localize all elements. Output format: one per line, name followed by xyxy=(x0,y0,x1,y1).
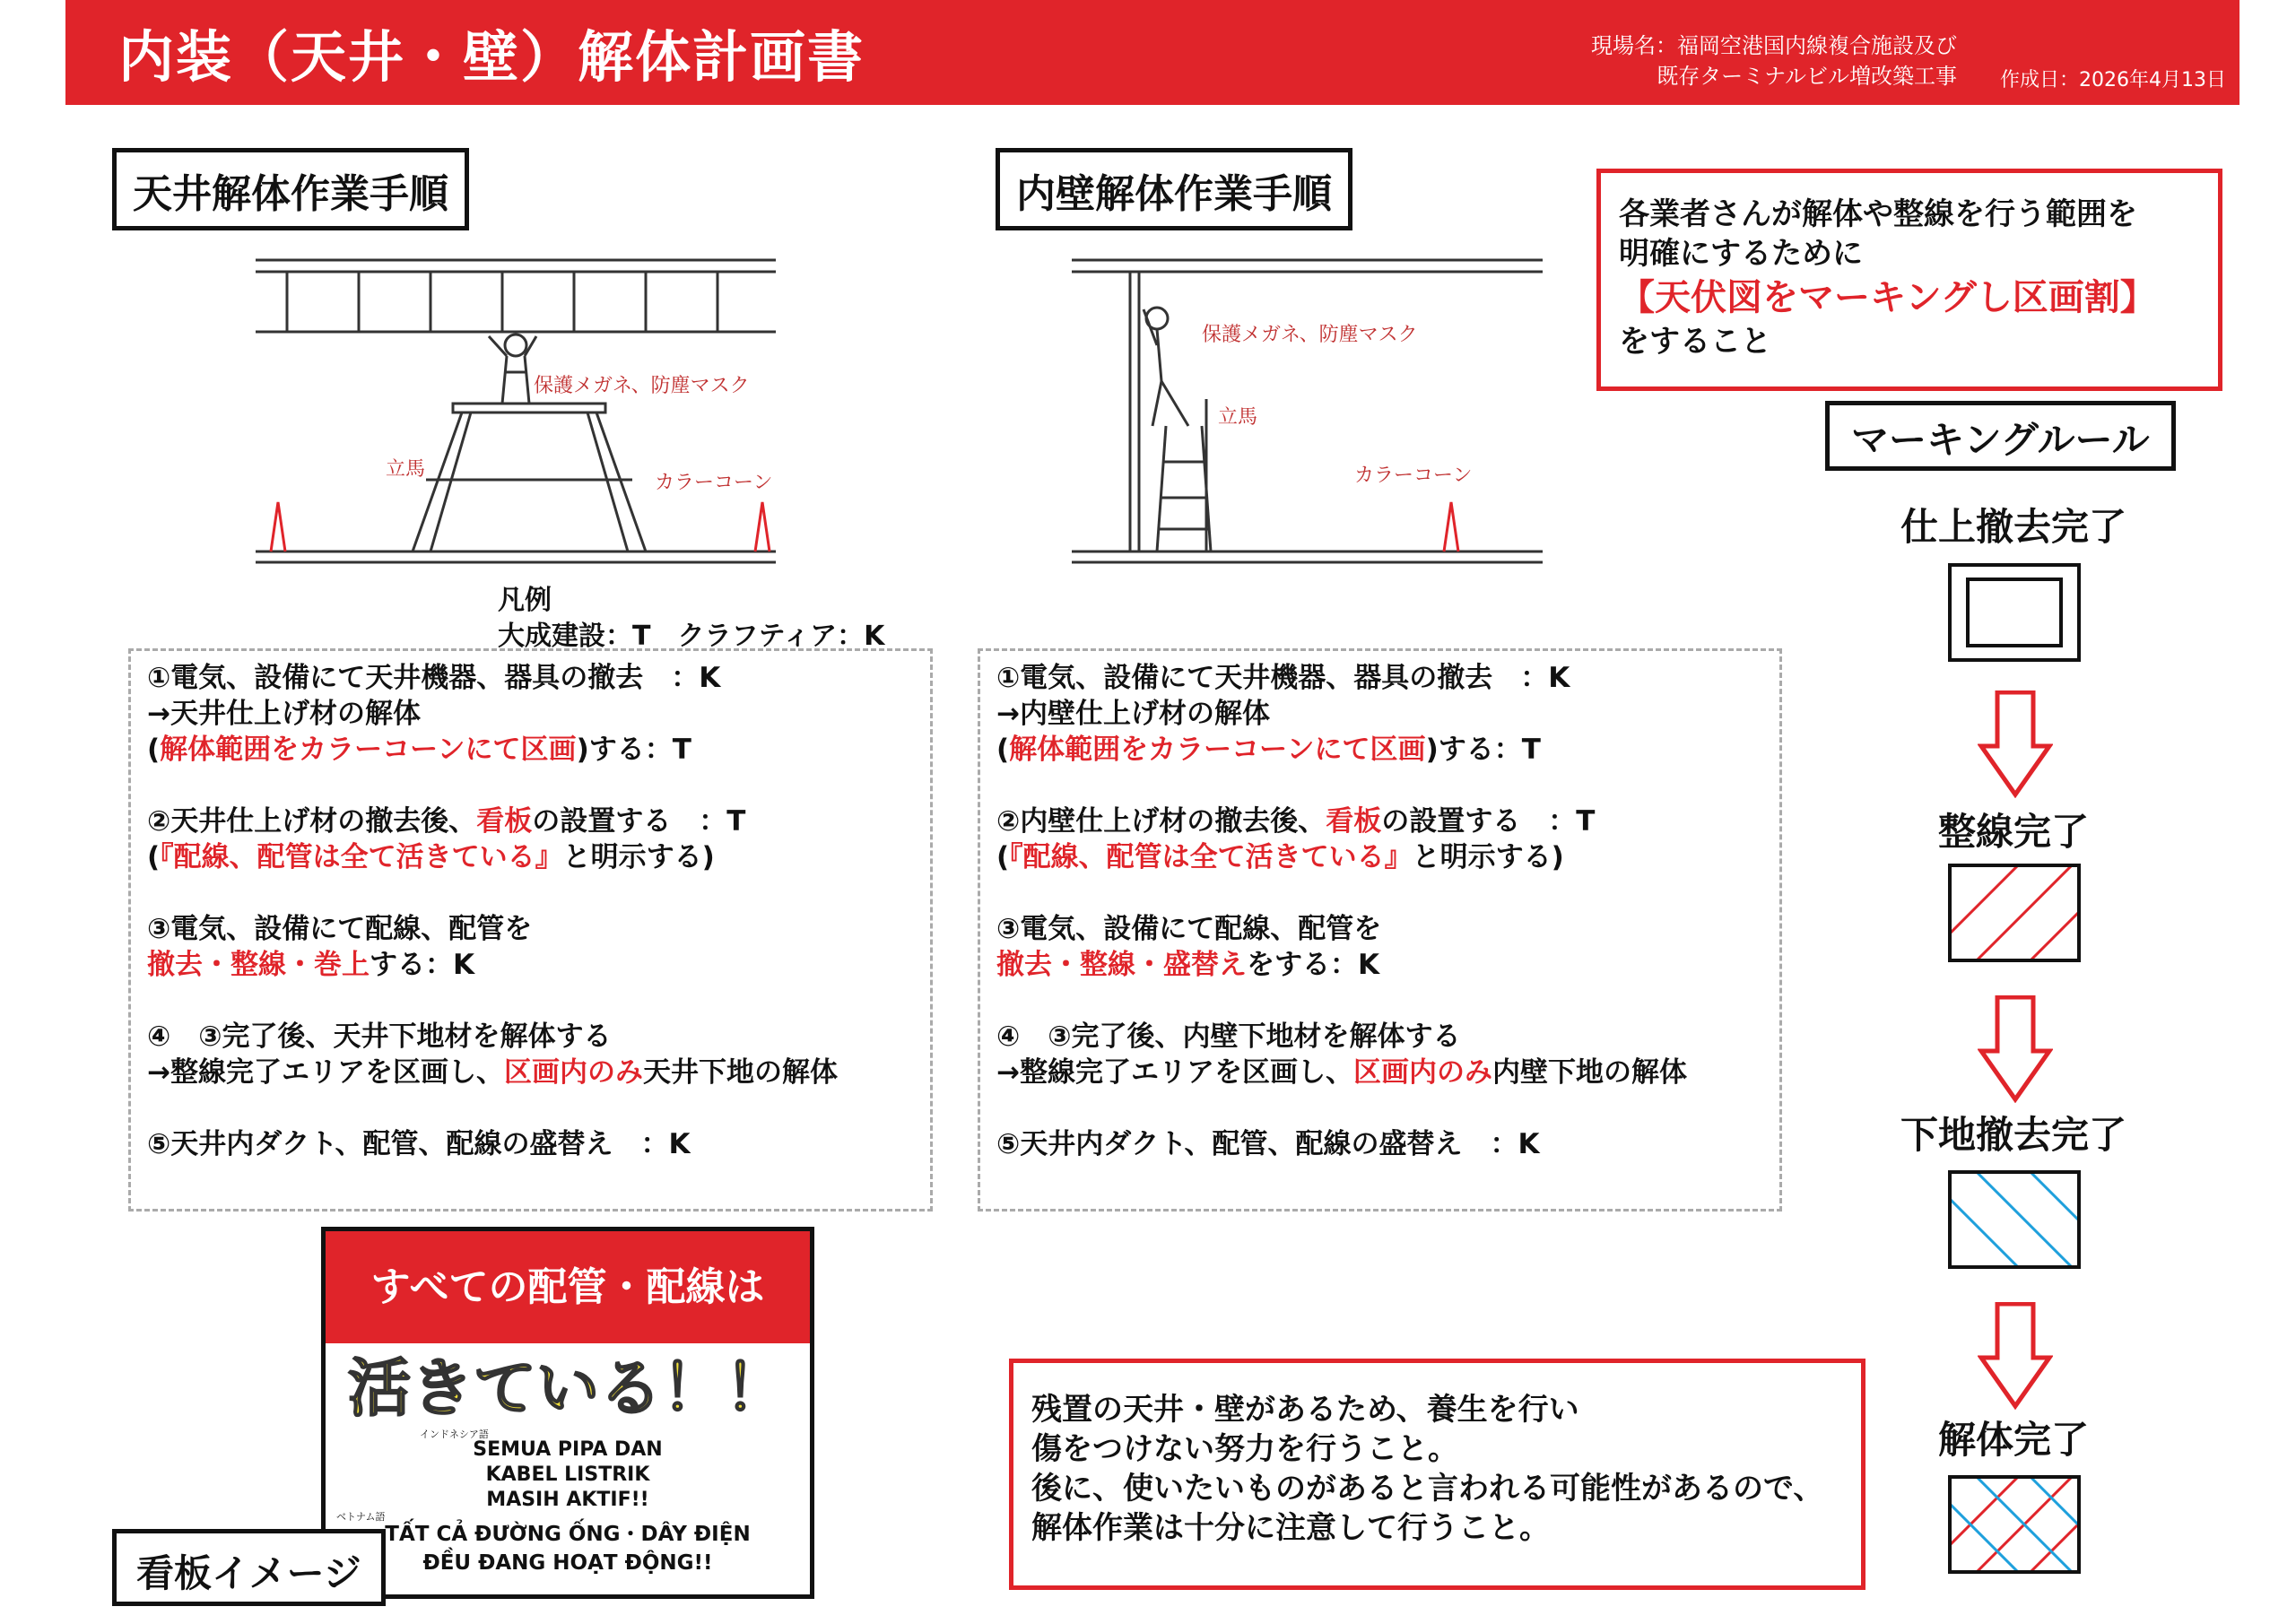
site-name-line2: 既存ターミナルビル増改築工事 xyxy=(1657,64,1957,89)
step-text: →天井仕上げ材の解体 xyxy=(147,698,421,730)
step-line xyxy=(147,983,838,1019)
step-text: K xyxy=(699,662,721,694)
notice-line2: 明確にするために xyxy=(1619,236,1863,272)
legend-body: 大成建設：T クラフティア：K xyxy=(498,621,885,652)
sign-viet-text xyxy=(326,1520,810,1577)
step-line xyxy=(996,768,1687,803)
step-line xyxy=(147,1090,838,1126)
ceiling-steps-box xyxy=(128,648,933,1211)
step-highlight: 区画内のみ xyxy=(1352,1056,1492,1089)
step-line xyxy=(996,947,1687,983)
step-line xyxy=(147,696,838,732)
step-line xyxy=(147,732,838,768)
step-line xyxy=(996,1055,1687,1090)
sign-big-text: 活きている！！ xyxy=(348,1351,787,1425)
step-highlight: 看板 xyxy=(476,805,533,838)
wall-label-cone: カラーコーン xyxy=(1354,465,1473,487)
sign-indo-text xyxy=(326,1437,810,1513)
step-line xyxy=(996,1090,1687,1126)
legend xyxy=(498,583,884,655)
step-text: ④ ③完了後、内壁下地材を解体する xyxy=(996,1020,1461,1053)
step-text xyxy=(996,1092,1006,1125)
step-highlight: 撤去・整線・巻上 xyxy=(147,949,370,981)
step-text: ②内壁仕上げ材の撤去後、 xyxy=(996,805,1326,838)
ceiling-label-cone: カラーコーン xyxy=(655,472,773,494)
wall-diagram xyxy=(1067,247,1552,578)
step-text: と明示する) xyxy=(562,841,715,873)
step-text: )する：T xyxy=(576,734,691,766)
step-text: する：K xyxy=(370,949,475,981)
step-text: 内壁下地の解体 xyxy=(1492,1056,1687,1089)
step-line xyxy=(147,1019,838,1055)
wall-steps xyxy=(996,660,1687,1162)
stage-symbol-finish-removed xyxy=(1948,563,2081,662)
notice-highlight: 【天伏図をマーキングし区画割】 xyxy=(1619,277,2156,318)
sign-indo-line1: SEMUA PIPA DAN xyxy=(473,1438,663,1461)
step-text: ①電気、設備にて天井機器、器具の撤去 ：K xyxy=(996,662,1570,694)
step-line xyxy=(996,732,1687,768)
step-text xyxy=(147,769,157,802)
marking-rule-title: マーキングルール xyxy=(1825,401,2176,471)
step-text xyxy=(996,985,1006,1017)
caution-line1: 残置の天井・壁があるため、養生を行い xyxy=(1031,1392,1579,1428)
caution-line3: 後に、使いたいものがあると言われる可能性があるので、 xyxy=(1031,1471,1824,1507)
step-line xyxy=(147,768,838,803)
step-text xyxy=(147,1092,157,1125)
step-line xyxy=(147,1055,838,1090)
step-line xyxy=(996,1126,1687,1162)
step-text xyxy=(147,877,157,909)
step-text: →整線完了エリアを区画し、 xyxy=(996,1056,1353,1089)
step-line xyxy=(996,696,1687,732)
site-name-line1: 現場名：福岡空港国内線複合施設及び xyxy=(1591,33,1957,58)
step-text: ( xyxy=(996,841,1010,873)
arrow-down-icon xyxy=(1978,690,2053,798)
stage-symbol-demolished xyxy=(1948,1475,2081,1574)
step-line xyxy=(996,803,1687,839)
step-line xyxy=(147,660,838,696)
step-text: ( xyxy=(147,841,161,873)
legend-title: 凡例 xyxy=(498,585,552,616)
step-text: →内壁仕上げ材の解体 xyxy=(996,698,1270,730)
step-line xyxy=(996,1019,1687,1055)
notice-line1: 各業者さんが解体や整線を行う範囲を xyxy=(1619,196,2137,232)
step-line xyxy=(996,839,1687,875)
step-text: の設置する ：T xyxy=(532,805,746,838)
step-highlight: 『配線、配管は全て活きている』 xyxy=(160,841,563,873)
step-text: ③電気、設備にて配線、配管を xyxy=(996,913,1382,945)
ceiling-label-glasses: 保護メガネ、防塵マスク xyxy=(534,375,750,397)
caution-text xyxy=(1031,1390,1843,1548)
arrow-down-icon xyxy=(1978,995,2053,1103)
stage-symbol-wiring-done xyxy=(1948,864,2081,962)
sign-image xyxy=(321,1227,814,1599)
step-text: と明示する) xyxy=(1412,841,1564,873)
stage-label-demolished: 解体完了 xyxy=(1937,1418,2089,1462)
sign-heading: すべての配管・配線は xyxy=(326,1231,810,1343)
step-line xyxy=(147,1126,838,1162)
step-text: ②天井仕上げ材の撤去後、 xyxy=(147,805,477,838)
step-highlight: 看板 xyxy=(1326,805,1382,838)
wall-label-stand: 立馬 xyxy=(1218,406,1258,429)
caution-line2: 傷をつけない努力を行うこと。 xyxy=(1031,1431,1458,1467)
stage-label-wiring-done: 整線完了 xyxy=(1937,810,2089,854)
arrow-down-icon xyxy=(1978,1302,2053,1410)
step-line xyxy=(996,983,1687,1019)
step-line xyxy=(147,911,838,947)
step-text xyxy=(996,769,1006,802)
step-text xyxy=(147,985,157,1017)
stage-symbol-base-removed xyxy=(1948,1170,2081,1269)
step-highlight: 区画内のみ xyxy=(503,1056,643,1089)
sign-indo-line2: KABEL LISTRIK xyxy=(485,1463,650,1486)
wall-section-title: 内壁解体作業手順 xyxy=(996,148,1352,230)
step-highlight: 『配線、配管は全て活きている』 xyxy=(1009,841,1413,873)
stage-label-base-removed: 下地撤去完了 xyxy=(1900,1113,2126,1157)
step-line xyxy=(996,875,1687,911)
ceiling-diagram xyxy=(251,247,825,578)
ceiling-section-title: 天井解体作業手順 xyxy=(112,148,469,230)
step-text: の設置する ：T xyxy=(1381,805,1596,838)
step-line xyxy=(147,875,838,911)
sign-viet-line1: TẤT CẢ ĐƯỜNG ỐNG・DÂY ĐIỆN xyxy=(385,1523,751,1546)
step-highlight: 解体範囲をカラーコーンにて区画 xyxy=(1009,734,1426,766)
created-date: 作成日：2026年4月13日 xyxy=(2000,69,2226,91)
page-title: 内装（天井・壁）解体計画書 xyxy=(118,24,865,90)
ceiling-label-stand: 立馬 xyxy=(386,458,426,481)
step-highlight: 解体範囲をカラーコーンにて区画 xyxy=(160,734,577,766)
step-text: ⑤天井内ダクト、配管、配線の盛替え ：K xyxy=(147,1128,691,1160)
step-line xyxy=(147,947,838,983)
wall-label-glasses: 保護メガネ、防塵マスク xyxy=(1202,324,1418,346)
step-text: をする：K xyxy=(1247,949,1380,981)
stage-label-finish-removed: 仕上撤去完了 xyxy=(1900,505,2126,549)
sign-viet-line2: ĐỀU ĐANG HOẠT ĐỘNG!! xyxy=(422,1551,713,1575)
step-line xyxy=(996,911,1687,947)
sign-indo-label: インドネシア語 xyxy=(420,1429,489,1440)
step-text: ⑤天井内ダクト、配管、配線の盛替え ：K xyxy=(996,1128,1540,1160)
step-text: 天井下地の解体 xyxy=(642,1056,838,1089)
step-text: )する：T xyxy=(1425,734,1541,766)
step-text: ( xyxy=(147,734,161,766)
step-text: ( xyxy=(996,734,1010,766)
caution-box xyxy=(1009,1359,1866,1590)
wall-steps-box xyxy=(978,648,1782,1211)
step-highlight: 撤去・整線・盛替え xyxy=(996,949,1247,981)
sign-indo-line3: MASIH AKTIF!! xyxy=(486,1489,649,1511)
notice-box xyxy=(1596,169,2222,391)
step-line xyxy=(996,660,1687,696)
sign-caption: 看板イメージ xyxy=(112,1529,386,1606)
sign-viet-label: ベトナム語 xyxy=(336,1511,386,1523)
site-name xyxy=(1591,30,1957,91)
step-text: ③電気、設備にて配線、配管を xyxy=(147,913,533,945)
step-line xyxy=(147,839,838,875)
ceiling-steps xyxy=(147,660,838,1162)
caution-line4: 解体作業は十分に注意して行うこと。 xyxy=(1031,1510,1550,1546)
notice-text xyxy=(1619,195,2200,361)
step-text xyxy=(996,877,1006,909)
notice-line3: をすること xyxy=(1619,324,1771,360)
step-text: →整線完了エリアを区画し、 xyxy=(147,1056,504,1089)
step-line xyxy=(147,803,838,839)
step-text: ①電気、設備にて天井機器、器具の撤去 ： xyxy=(147,662,700,694)
step-text: ④ ③完了後、天井下地材を解体する xyxy=(147,1020,612,1053)
